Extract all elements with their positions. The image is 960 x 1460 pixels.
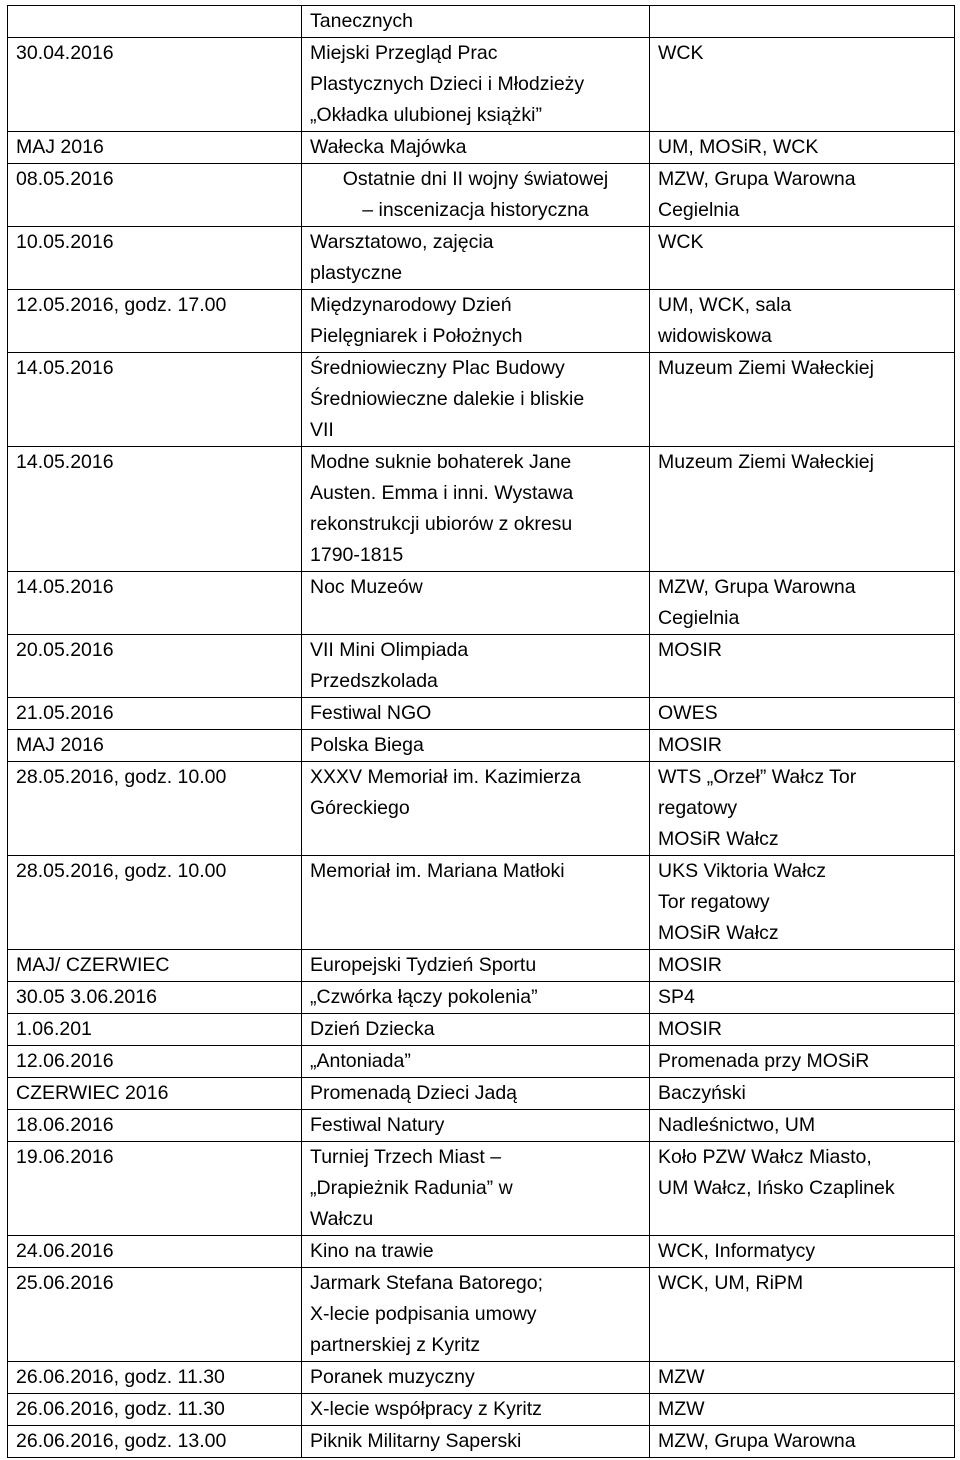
table-row <box>8 1394 955 1426</box>
date-cell: 28.05.2016, godz. 10.00 <box>8 856 302 950</box>
date-cell: 20.05.2016 <box>8 635 302 698</box>
event-cell: Polska Biega <box>302 730 650 762</box>
organizer-cell: MZW <box>650 1394 955 1426</box>
date-cell: MAJ 2016 <box>8 132 302 164</box>
date-cell: CZERWIEC 2016 <box>8 1078 302 1110</box>
organizer-cell: WCK, UM, RiPM <box>650 1268 955 1362</box>
event-cell: X-lecie współpracy z Kyritz <box>302 1394 650 1426</box>
event-cell: Promenadą Dzieci Jadą <box>302 1078 650 1110</box>
event-cell: Turniej Trzech Miast – „Drapieżnik Radunia” w Wałczu <box>302 1142 650 1236</box>
date-cell: 08.05.2016 <box>8 164 302 227</box>
date-cell: MAJ 2016 <box>8 730 302 762</box>
event-cell: Poranek muzyczny <box>302 1362 650 1394</box>
organizer-cell: Koło PZW Wałcz Miasto, UM Wałcz, Ińsko Czaplinek <box>650 1142 955 1236</box>
event-cell: Średniowieczny Plac Budowy Średniowieczne dalekie i bliskie VII <box>302 353 650 447</box>
events-table <box>7 5 955 1458</box>
date-cell: 12.06.2016 <box>8 1046 302 1078</box>
date-cell: 10.05.2016 <box>8 227 302 290</box>
event-cell: Ostatnie dni II wojny światowej – inscenizacja historyczna <box>302 164 650 227</box>
table-row <box>8 982 955 1014</box>
date-cell: 21.05.2016 <box>8 698 302 730</box>
event-cell: Międzynarodowy Dzień Pielęgniarek i Położnych <box>302 290 650 353</box>
events-table-body <box>8 6 955 1458</box>
event-cell: Noc Muzeów <box>302 572 650 635</box>
event-cell: Festiwal NGO <box>302 698 650 730</box>
organizer-cell <box>650 6 955 38</box>
organizer-cell: OWES <box>650 698 955 730</box>
date-cell: 26.06.2016, godz. 13.00 <box>8 1426 302 1458</box>
event-cell: „Antoniada” <box>302 1046 650 1078</box>
organizer-cell: Promenada przy MOSiR <box>650 1046 955 1078</box>
organizer-cell: MOSIR <box>650 1014 955 1046</box>
table-row <box>8 1268 955 1362</box>
table-row <box>8 1426 955 1458</box>
date-cell: MAJ/ CZERWIEC <box>8 950 302 982</box>
date-cell: 25.06.2016 <box>8 1268 302 1362</box>
event-cell: Miejski Przegląd Prac Plastycznych Dzieci i Młodzieży „Okładka ulubionej książki” <box>302 38 650 132</box>
event-cell: Tanecznych <box>302 6 650 38</box>
organizer-cell: MOSIR <box>650 635 955 698</box>
organizer-cell: WCK <box>650 38 955 132</box>
table-row <box>8 572 955 635</box>
date-cell <box>8 6 302 38</box>
organizer-cell: UM, WCK, sala widowiskowa <box>650 290 955 353</box>
date-cell: 30.05 3.06.2016 <box>8 982 302 1014</box>
table-row <box>8 950 955 982</box>
event-cell: Wałecka Majówka <box>302 132 650 164</box>
date-cell: 12.05.2016, godz. 17.00 <box>8 290 302 353</box>
table-row <box>8 132 955 164</box>
event-cell: VII Mini Olimpiada Przedszkolada <box>302 635 650 698</box>
table-row <box>8 698 955 730</box>
organizer-cell: Muzeum Ziemi Wałeckiej <box>650 353 955 447</box>
date-cell: 26.06.2016, godz. 11.30 <box>8 1362 302 1394</box>
organizer-cell: MOSIR <box>650 730 955 762</box>
table-row <box>8 730 955 762</box>
table-row <box>8 164 955 227</box>
table-row <box>8 227 955 290</box>
table-row <box>8 1014 955 1046</box>
table-row <box>8 353 955 447</box>
organizer-cell: MZW, Grupa Warowna Cegielnia <box>650 572 955 635</box>
date-cell: 19.06.2016 <box>8 1142 302 1236</box>
organizer-cell: SP4 <box>650 982 955 1014</box>
date-cell: 18.06.2016 <box>8 1110 302 1142</box>
organizer-cell: MZW <box>650 1362 955 1394</box>
event-cell: Dzień Dziecka <box>302 1014 650 1046</box>
organizer-cell: Baczyński <box>650 1078 955 1110</box>
event-cell: Kino na trawie <box>302 1236 650 1268</box>
organizer-cell: UKS Viktoria Wałcz Tor regatowy MOSiR Wałcz <box>650 856 955 950</box>
table-row <box>8 447 955 572</box>
table-row <box>8 38 955 132</box>
table-row <box>8 1078 955 1110</box>
event-cell: Europejski Tydzień Sportu <box>302 950 650 982</box>
organizer-cell: WCK <box>650 227 955 290</box>
organizer-cell: WCK, Informatycy <box>650 1236 955 1268</box>
event-cell: Modne suknie bohaterek Jane Austen. Emma i inni. Wystawa rekonstrukcji ubiorów z okresu 1790-1815 <box>302 447 650 572</box>
table-row <box>8 1046 955 1078</box>
event-cell: Memoriał im. Mariana Matłoki <box>302 856 650 950</box>
organizer-cell: MZW, Grupa Warowna Cegielnia <box>650 164 955 227</box>
table-row <box>8 290 955 353</box>
date-cell: 1.06.201 <box>8 1014 302 1046</box>
table-row <box>8 1142 955 1236</box>
table-row <box>8 635 955 698</box>
table-row <box>8 6 955 38</box>
date-cell: 30.04.2016 <box>8 38 302 132</box>
organizer-cell: Nadleśnictwo, UM <box>650 1110 955 1142</box>
event-cell: Piknik Militarny Saperski <box>302 1426 650 1458</box>
date-cell: 24.06.2016 <box>8 1236 302 1268</box>
organizer-cell: UM, MOSiR, WCK <box>650 132 955 164</box>
organizer-cell: WTS „Orzeł” Wałcz Tor regatowy MOSiR Wałcz <box>650 762 955 856</box>
table-row <box>8 1236 955 1268</box>
organizer-cell: MOSIR <box>650 950 955 982</box>
date-cell: 14.05.2016 <box>8 447 302 572</box>
table-row <box>8 1110 955 1142</box>
date-cell: 14.05.2016 <box>8 353 302 447</box>
organizer-cell: Muzeum Ziemi Wałeckiej <box>650 447 955 572</box>
event-cell: Warsztatowo, zajęcia plastyczne <box>302 227 650 290</box>
date-cell: 14.05.2016 <box>8 572 302 635</box>
event-cell: „Czwórka łączy pokolenia” <box>302 982 650 1014</box>
event-cell: Festiwal Natury <box>302 1110 650 1142</box>
table-row <box>8 762 955 856</box>
date-cell: 28.05.2016, godz. 10.00 <box>8 762 302 856</box>
organizer-cell: MZW, Grupa Warowna <box>650 1426 955 1458</box>
event-cell: Jarmark Stefana Batorego; X-lecie podpisania umowy partnerskiej z Kyritz <box>302 1268 650 1362</box>
table-row <box>8 856 955 950</box>
event-cell: XXXV Memoriał im. Kazimierza Góreckiego <box>302 762 650 856</box>
table-row <box>8 1362 955 1394</box>
date-cell: 26.06.2016, godz. 11.30 <box>8 1394 302 1426</box>
